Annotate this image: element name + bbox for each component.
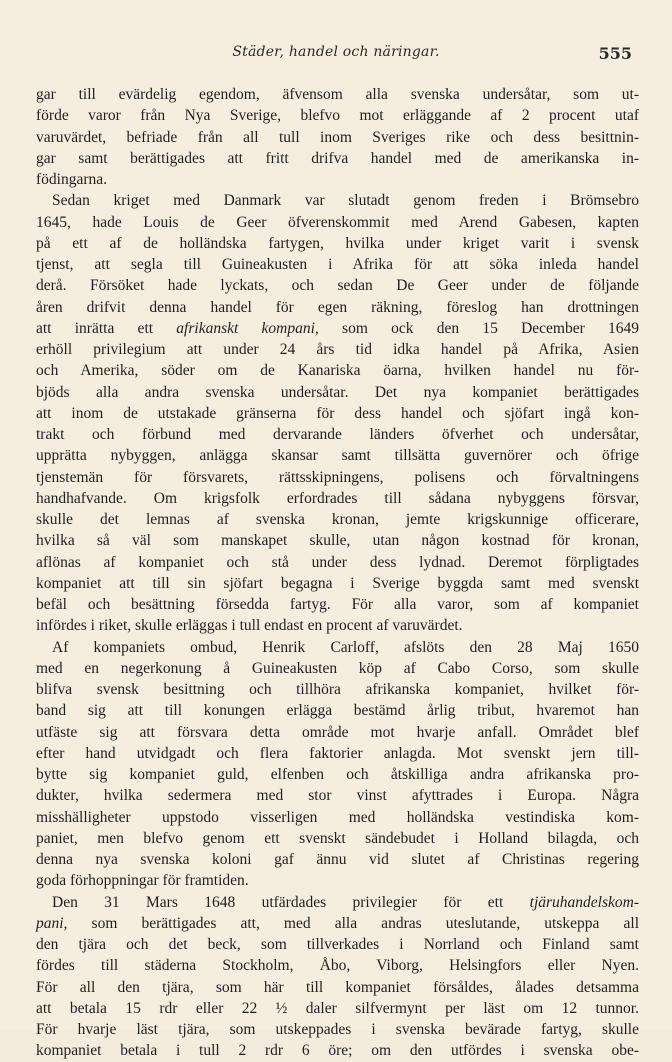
text-line: För hvarje läst tjära, som utskeppades i svenska bevärade fartyg, skulle bbox=[36, 1021, 639, 1038]
text-line: åren drifvit denna handel för egen räkning, föreslog han drottningen bbox=[36, 298, 639, 316]
text-line: på ett af de holländska fartygen, hvilka under kriget varit i svensk bbox=[36, 234, 639, 252]
page-header bbox=[36, 44, 636, 68]
text-line: att inom de utstakade gränserna för dess handel och sjöfart ingå kon- bbox=[36, 404, 639, 422]
text-line: den tjära och det beck, som tillverkades i Norrland och Finland samt bbox=[36, 936, 639, 953]
text-line: kompaniet betala i tull 2 rdr 6 öre; om den utfördes i svenska obe- bbox=[36, 1042, 639, 1060]
text-line: att betala 15 rdr eller 22 ½ daler silfvermynt per läst om 12 tunnor. bbox=[36, 999, 639, 1017]
text-line: handhafvande. Om krigsfolk erfordrades till sådana nybyggens försvar, bbox=[36, 489, 639, 507]
text-line: Sedan kriget med Danmark var slutadt genom freden i Brömsebro bbox=[52, 192, 639, 210]
text-line: att inrätta ett afrikanskt kompani, som ock den 15 December 1649 bbox=[36, 319, 640, 337]
text-line: aflönas af kompaniet och stå under dess lydnad. Deremot förpligtades bbox=[36, 553, 639, 571]
text-line: fördes till städerna Stockholm, Åbo, Viborg, Helsingfors eller Nyen. bbox=[36, 957, 639, 975]
text-line: med en negerkonung å Guineakusten köp af Cabo Corso, som skulle bbox=[36, 659, 639, 677]
text-line: varuvärdet, befriade från all tull inom Sveriges rike och dess besittnin- bbox=[36, 128, 639, 146]
text-line: Den 31 Mars 1648 utfärdades privilegier för ett tjäruhandelskom- bbox=[52, 893, 639, 911]
text-line: pani, som berättigades att, med alla andras uteslutande, utskeppa all bbox=[36, 914, 639, 932]
running-title: Städer, handel och näringar. bbox=[232, 44, 440, 60]
text-line: trakt och förbund med dervarande länders öfverhet och undersåtar, bbox=[36, 426, 639, 443]
text-line: dukter, hvilka sedermera med stor vinst afyttrades i Europa. Några bbox=[36, 787, 639, 805]
text-line: erhöll privilegium att under 24 års tid idka handel på Afrika, Asien bbox=[36, 341, 639, 358]
text-line: För all den tjära, som här till kompaniet försåldes, ålades detsamma bbox=[36, 978, 639, 996]
text-line: efter hand utvidgadt och flera faktorier anlagda. Mot svenskt jern till- bbox=[36, 744, 639, 762]
text-line: födingarna. bbox=[36, 171, 108, 188]
text-line: Af kompaniets ombud, Henrik Carloff, afslöts den 28 Maj 1650 bbox=[52, 638, 639, 656]
text-line: goda förhoppningar för framtiden. bbox=[36, 872, 249, 890]
text-line: infördes i riket, skulle erläggas i tull endast en procent af varuvärdet. bbox=[36, 617, 463, 635]
page-number: 555 bbox=[598, 44, 632, 63]
text-line: blifva svensk besittning och tillhöra afrikanska kompaniet, hvilket för- bbox=[36, 681, 639, 698]
text-line: paniet, men blefvo genom ett svenskt sändebudet i Holland bilagda, och bbox=[36, 829, 639, 847]
text-line: misshälligheter uppstodo visserligen med holländska vestindiska kom- bbox=[36, 808, 639, 826]
text-line: förde varor från Nya Sverige, blefvo mot erläggande af 2 procent utaf bbox=[36, 107, 639, 125]
text-line: 1645, hade Louis de Geer öfverenskommit med Arend Gabesen, kapten bbox=[36, 213, 639, 231]
text-line: upprätta nybyggen, anlägga skansar samt tillsätta guvernörer och öfrige bbox=[36, 447, 639, 465]
text-line: band sig att till konungen erlägga bestämd årlig tribut, hvaremot han bbox=[36, 702, 639, 720]
text-line: tjenstemän för försvarets, rättsskipningens, polisens och förvaltningens bbox=[36, 468, 639, 486]
body-text bbox=[36, 84, 639, 1062]
text-line: kompaniet att till sin sjöfart begagna i Sverige byggda samt med svenskt bbox=[36, 574, 639, 592]
text-line: gar till evärdelig egendom, äfvensom alla svenska undersåtar, som ut- bbox=[36, 86, 639, 103]
text-line: tjenst, att segla till Guineakusten i Afrika för att söka inleda handel bbox=[36, 256, 639, 273]
text-line: bjöds alla andra svenska undersåtar. Det nya kompaniet berättigades bbox=[36, 383, 639, 401]
text-line: denna nya svenska koloni gaf ännu vid slutet af Christinas regering bbox=[36, 851, 639, 868]
text-line: derå. Försöket hade lyckats, och sedan De Geer under de följande bbox=[36, 277, 639, 295]
text-line: bytte sig kompaniet guld, elfenben och åtskilliga andra afrikanska pro- bbox=[36, 766, 639, 783]
text-line: och Amerika, söder om de Kanariska öarna, hvilken handel nu för- bbox=[36, 362, 639, 380]
text-line: gar samt berättigades att fritt drifva handel med de amerikanska in- bbox=[36, 149, 639, 167]
text-line: befäl och besättning försedda fartyg. För alla varor, som af kompaniet bbox=[36, 596, 639, 613]
text-line: hvilka så väl som manskapet skulle, utan någon kostnad för kronan, bbox=[36, 532, 639, 550]
text-line: utfäste sig att försvara detta område mot hvarje anfall. Området blef bbox=[36, 723, 639, 741]
text-line: skulle det lemnas af svenska kronan, jemte krigskunnige officerare, bbox=[36, 511, 639, 528]
